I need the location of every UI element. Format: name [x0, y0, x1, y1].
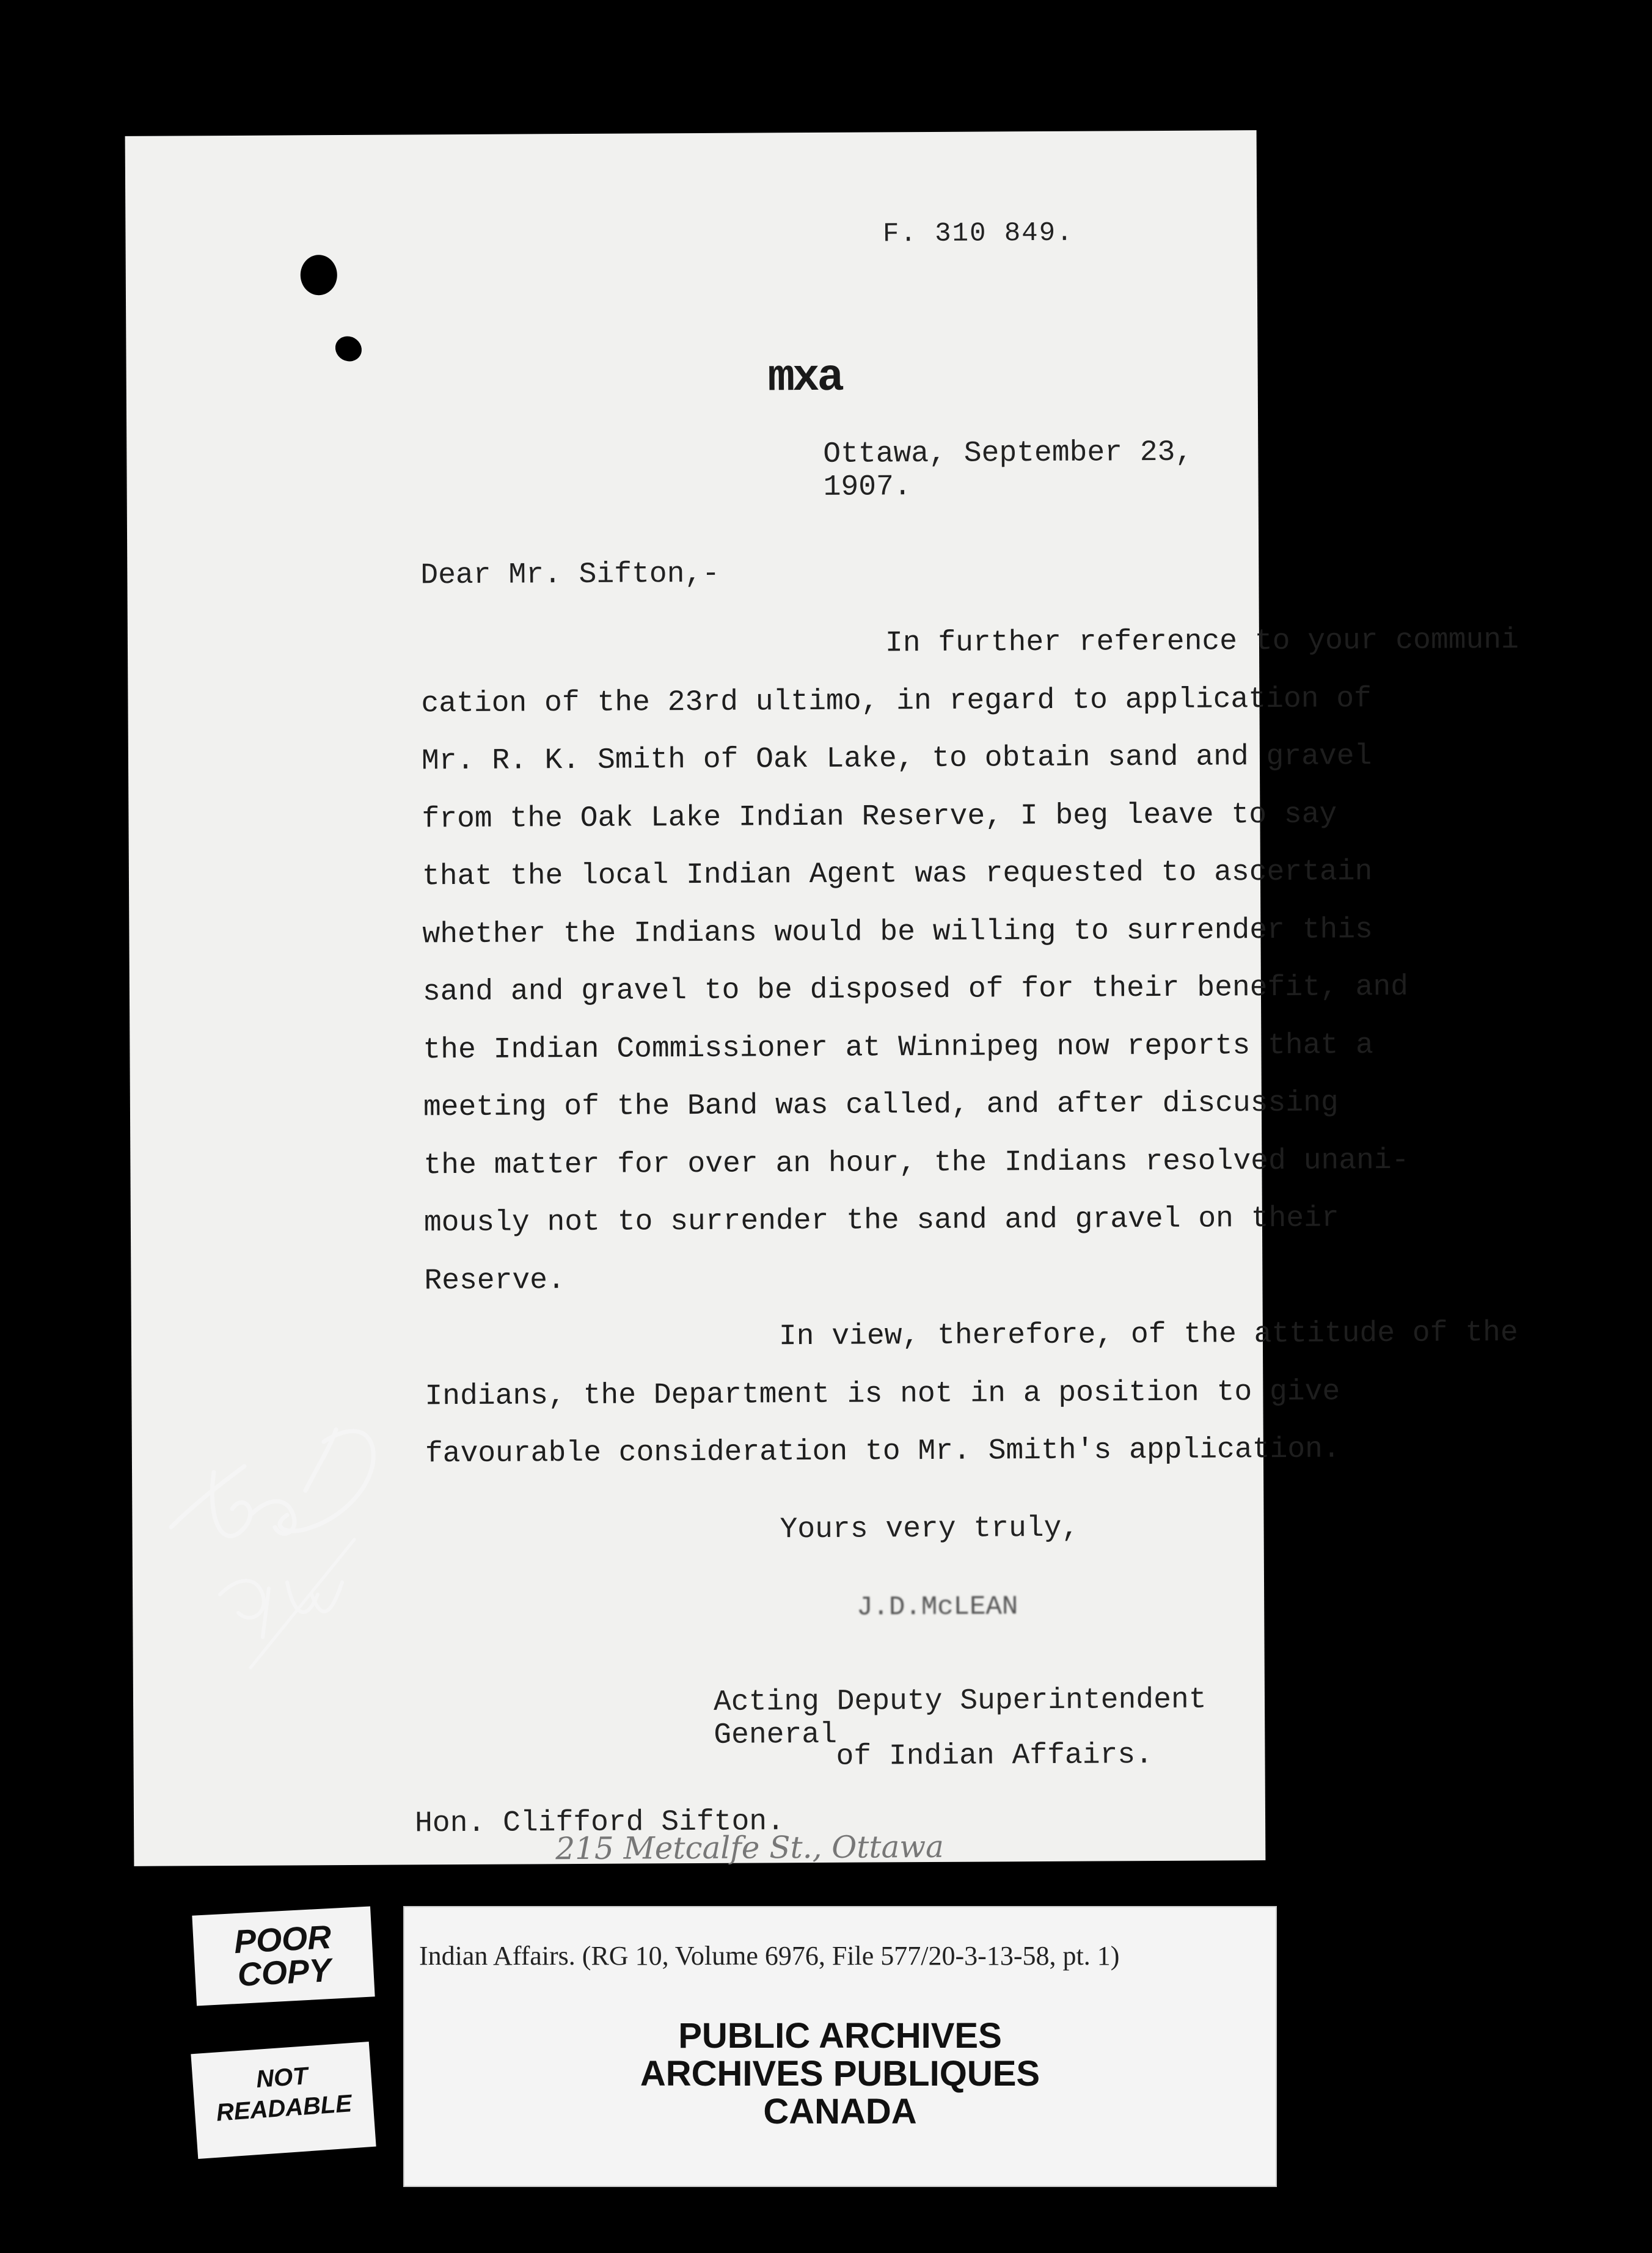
punch-hole — [301, 255, 337, 295]
punch-hole-fragment — [331, 332, 366, 367]
body-line: the Indian Commissioner at Winnipeg now reports that a — [423, 1028, 1374, 1067]
institution-line-2: ARCHIVES PUBLIQUES — [640, 2054, 1040, 2094]
dateline: Ottawa, September 23, 1907. — [823, 436, 1193, 504]
signer-title-2: of Indian Affairs. — [836, 1739, 1153, 1773]
poor-copy-note: POOR COPY — [192, 1906, 375, 2006]
body-line: mously not to surrender the sand and gravel on their — [423, 1202, 1339, 1240]
institution-line-1: PUBLIC ARCHIVES — [678, 2016, 1002, 2056]
signer-title: Acting Deputy Superintendent General — [713, 1683, 1207, 1752]
salutation: Dear Mr. Sifton,- — [420, 557, 720, 593]
body-line: In view, therefore, of the attitude of the — [778, 1316, 1518, 1354]
body-line: In further reference to your communi — [885, 623, 1519, 660]
file-stamp: mxa — [767, 352, 842, 404]
handwritten-address: 215 Metcalfe St., Ottawa — [555, 1828, 945, 1867]
file-reference: F. 310 849. — [882, 217, 1074, 250]
archive-label — [403, 1906, 1277, 2187]
closing: Yours very truly, — [780, 1511, 1080, 1547]
body-line: cation of the 23rd ultimo, in regard to application of — [421, 682, 1372, 720]
body-line: that the local Indian Agent was requested to ascertain — [422, 855, 1373, 894]
body-line: from the Oak Lake Indian Reserve, I beg leave to say — [422, 797, 1337, 836]
archive-citation: Indian Affairs. (RG 10, Volume 6976, File 577/20-3-13-58, pt. 1) — [419, 1941, 1120, 1971]
letter-body — [421, 612, 1574, 1483]
institution-line-3: CANADA — [763, 2092, 917, 2131]
body-line: Indians, the Department is not in a position to give — [425, 1375, 1340, 1413]
body-line: the matter for over an hour, the Indians resolved unani- — [423, 1144, 1409, 1182]
body-line: meeting of the Band was called, and after discussing — [423, 1086, 1339, 1125]
bleed-through-text — [995, 535, 1012, 566]
body-line: favourable consideration to Mr. Smith's application. — [425, 1433, 1340, 1471]
body-line: whether the Indians would be willing to surrender this — [422, 913, 1373, 951]
body-line: Reserve. — [424, 1263, 565, 1298]
addressee: Hon. Clifford Sifton. — [414, 1805, 785, 1841]
not-readable-note: NOT READABLE — [191, 2042, 376, 2159]
body-line: Mr. R. K. Smith of Oak Lake, to obtain sand and gravel — [421, 740, 1372, 778]
signature-stamp: J.D.McLEAN — [857, 1591, 1018, 1623]
archive-institution — [404, 2017, 1276, 2131]
handwritten-initials — [147, 1393, 403, 1711]
body-line: sand and gravel to be disposed of for their benefit, and — [422, 970, 1409, 1009]
